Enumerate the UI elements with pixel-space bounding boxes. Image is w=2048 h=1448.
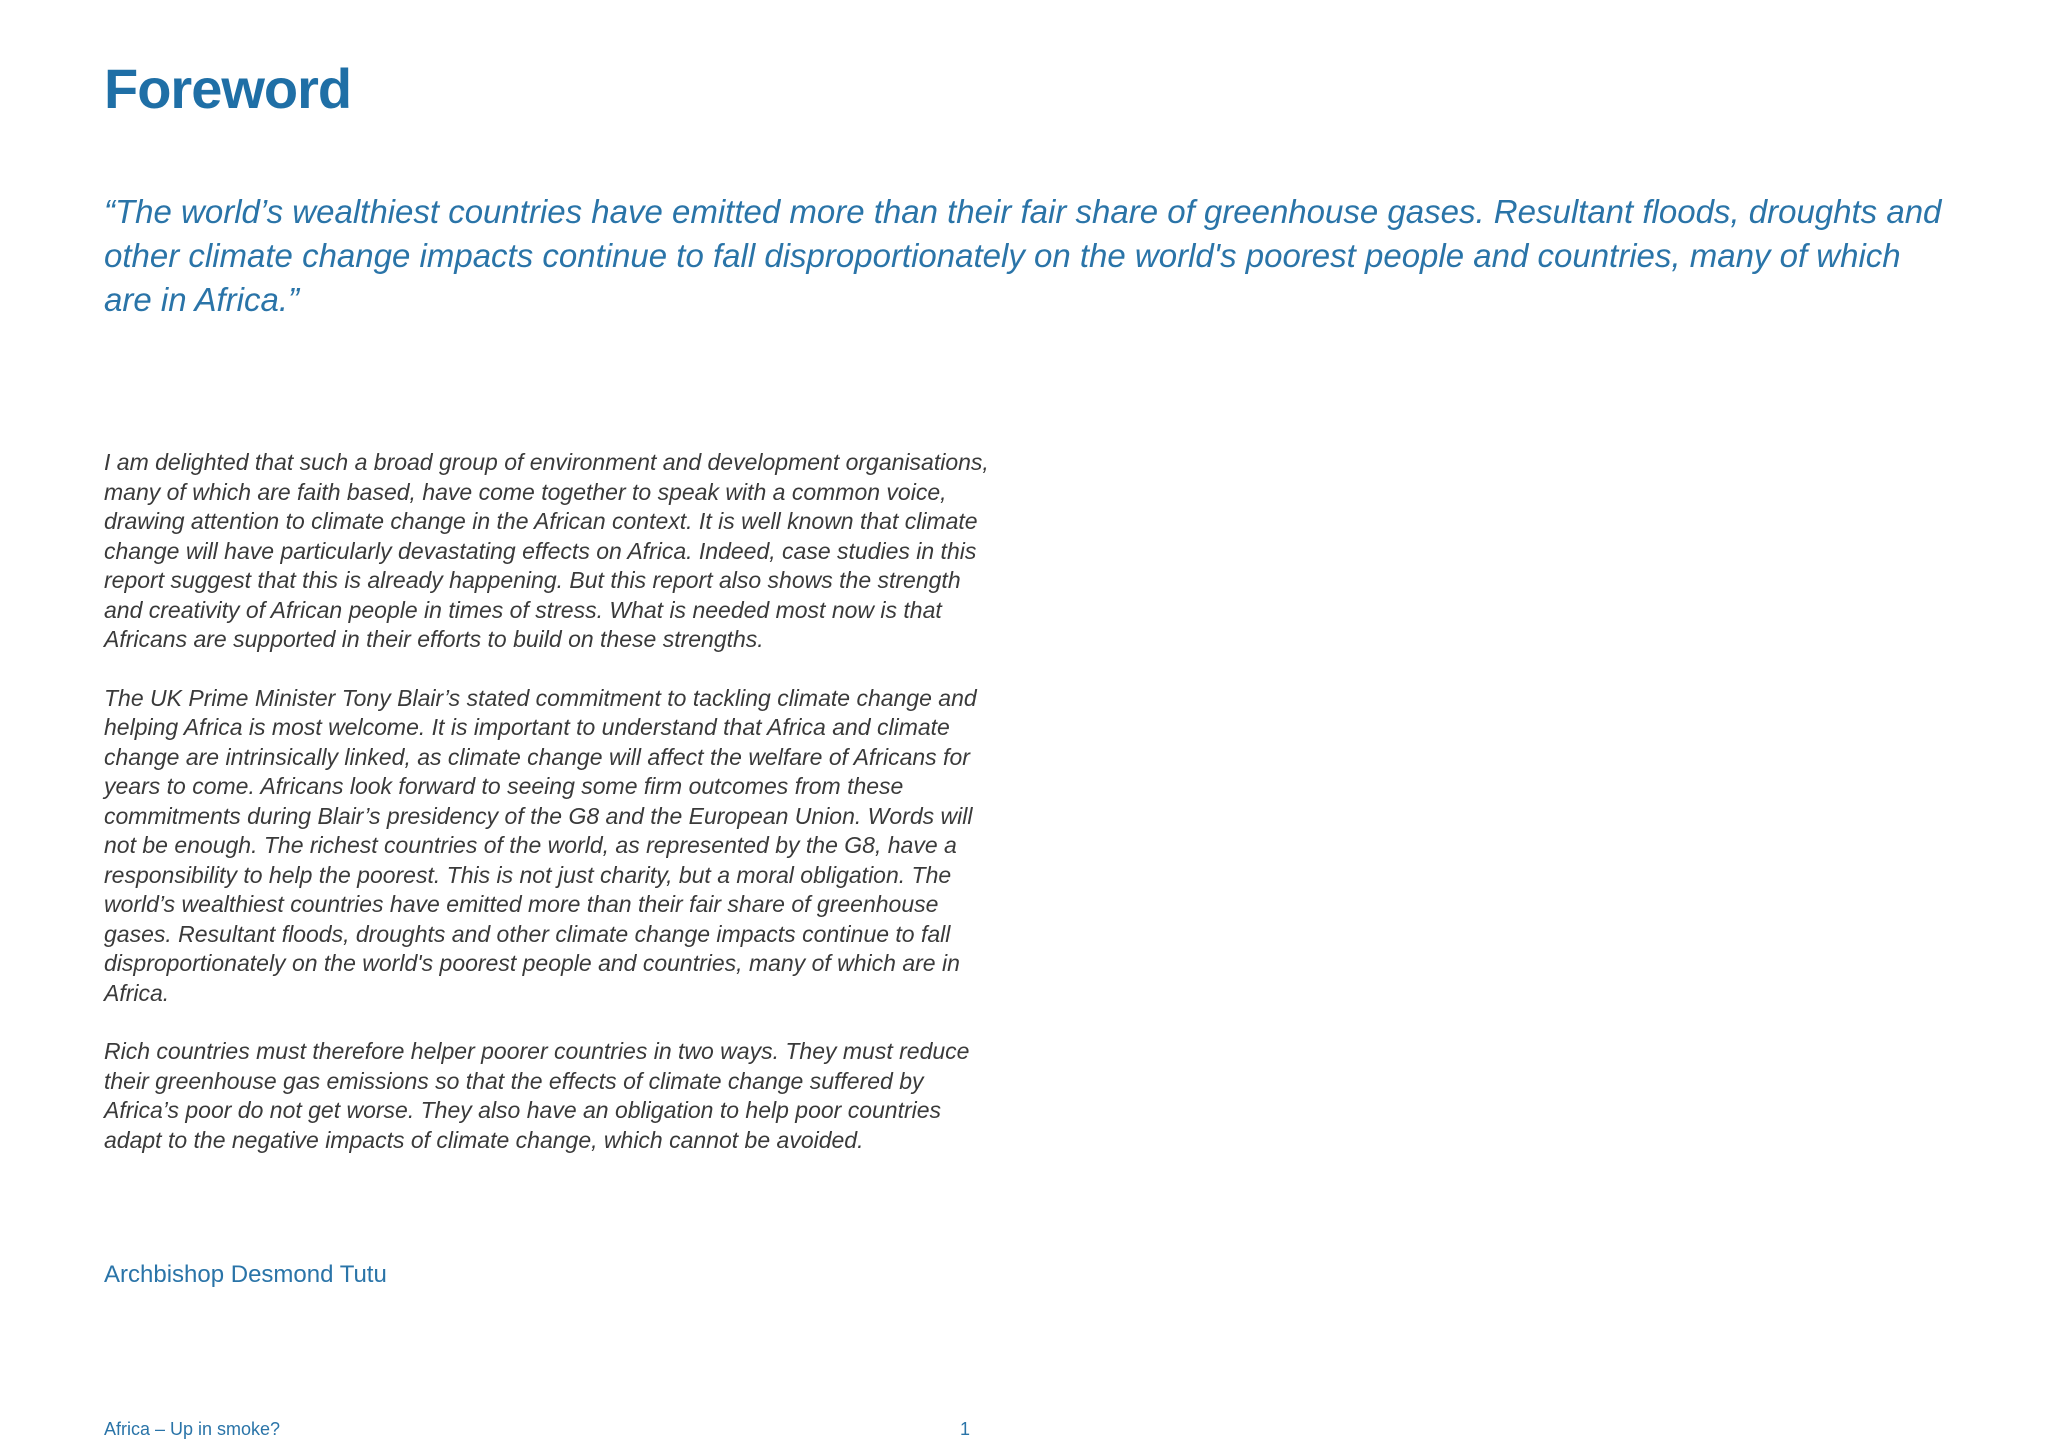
pull-quote: “The world’s wealthiest countries have emitted more than their fair share of greenhouse gases. Resultant floods, droughts and other climate change impacts continue to fall disproportionately on the world's poorest people and countries, many of which are in Africa.” [104, 193, 1942, 318]
body-paragraph-1: I am delighted that such a broad group of environment and development organisations, many of which are faith based, have come together to speak with a common voice, drawing attention to climate change in the African context. It is well known that climate change will have particularly devastating effects on Africa. Indeed, case studies in this report suggest that this is already happening. But this report also shows the strength and creativity of African people in times of stress. What is needed most now is that Africans are supported in their efforts to build on these strengths. [104, 449, 989, 652]
body-paragraph-2: The UK Prime Minister Tony Blair’s stated commitment to tackling climate change and helping Africa is most welcome. It is important to understand that Africa and climate change are intrinsically linked, as climate change will affect the welfare of Africans for years to come. Africans look forward to seeing some firm outcomes from these commitments during Blair’s presidency of the G8 and the European Union. Words will not be enough. The richest countries of the world, as represented by the G8, have a responsibility to help the poorest. This is not just charity, but a moral obligation. The world’s wealthiest countries have emitted more than their fair share of greenhouse gases. Resultant floods, droughts and other climate change impacts continue to fall disproportionately on the world's poorest people and countries, many of which are in Africa. [104, 684, 977, 1006]
page-title: Foreword [104, 57, 352, 120]
author-signature: Archbishop Desmond Tutu [104, 1261, 387, 1288]
footer-publication-title: Africa – Up in smoke? [104, 1419, 281, 1439]
footer-page-number: 1 [960, 1419, 971, 1439]
body-text [104, 448, 994, 1184]
body-paragraph-3: Rich countries must therefore helper poorer countries in two ways. They must reduce their greenhouse gas emissions so that the effects of climate change suffered by Africa’s poor do not get worse. They also have an obligation to help poor countries adapt to the negative impacts of climate change, which cannot be avoided. [104, 1038, 970, 1153]
